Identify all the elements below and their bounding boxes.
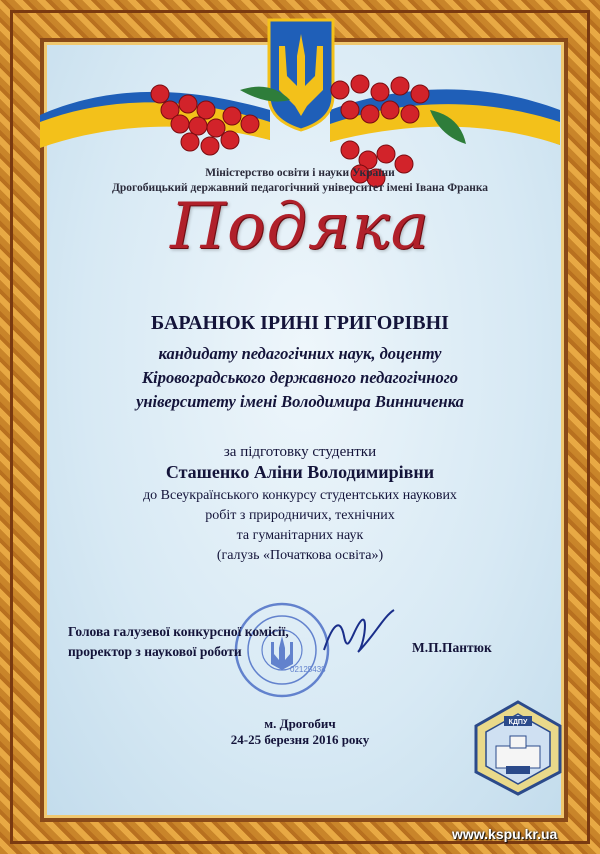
signatory-position [68,622,368,662]
ministry-name: Міністерство освіти і науки України [205,167,395,179]
recipient-line-2: Кіровоградського державного педагогічного [141,368,459,387]
certificate-title: Подяка [170,190,430,264]
recipient-line-3: університету імені Володимира Винниченка [136,392,464,411]
contest-line-2: робіт з природничих, технічних [205,508,395,523]
place: м. Дрогобич [264,716,336,731]
signatory-name: М.П.Пантюк [412,640,492,655]
contest-line-4: (галузь «Початкова освіта») [216,548,384,563]
stamp-code: 02125438 [290,665,326,674]
university-logo [470,700,566,796]
recipient-name: БАРАНЮК ІРИНІ ГРИГОРІВНІ [151,312,449,334]
date: 24-25 березня 2016 року [230,732,370,747]
contest-line-1: до Всеукраїнського конкурсу студентських наукових [143,488,457,503]
student-name: Сташенко Аліни Володимирівни [165,462,435,482]
contest-line-3: та гуманітарних наук [236,528,364,543]
website-watermark: www.kspu.kr.ua [452,826,558,842]
reason-intro: за підготовку студентки [223,444,377,460]
viburnum-berries-right [320,70,470,200]
university-name: Дрогобицький державний педагогічний університет імені Івана Франка [111,182,489,194]
recipient-line-1: кандидату педагогічних наук, доценту [158,344,442,363]
logo-label: КДПУ [508,719,528,726]
signatory-position-line-2: проректор з наукової роботи [68,644,242,659]
signatory-position-line-1: Голова галузевої конкурсної комісії, [68,624,289,639]
viburnum-berries-left [140,80,300,170]
